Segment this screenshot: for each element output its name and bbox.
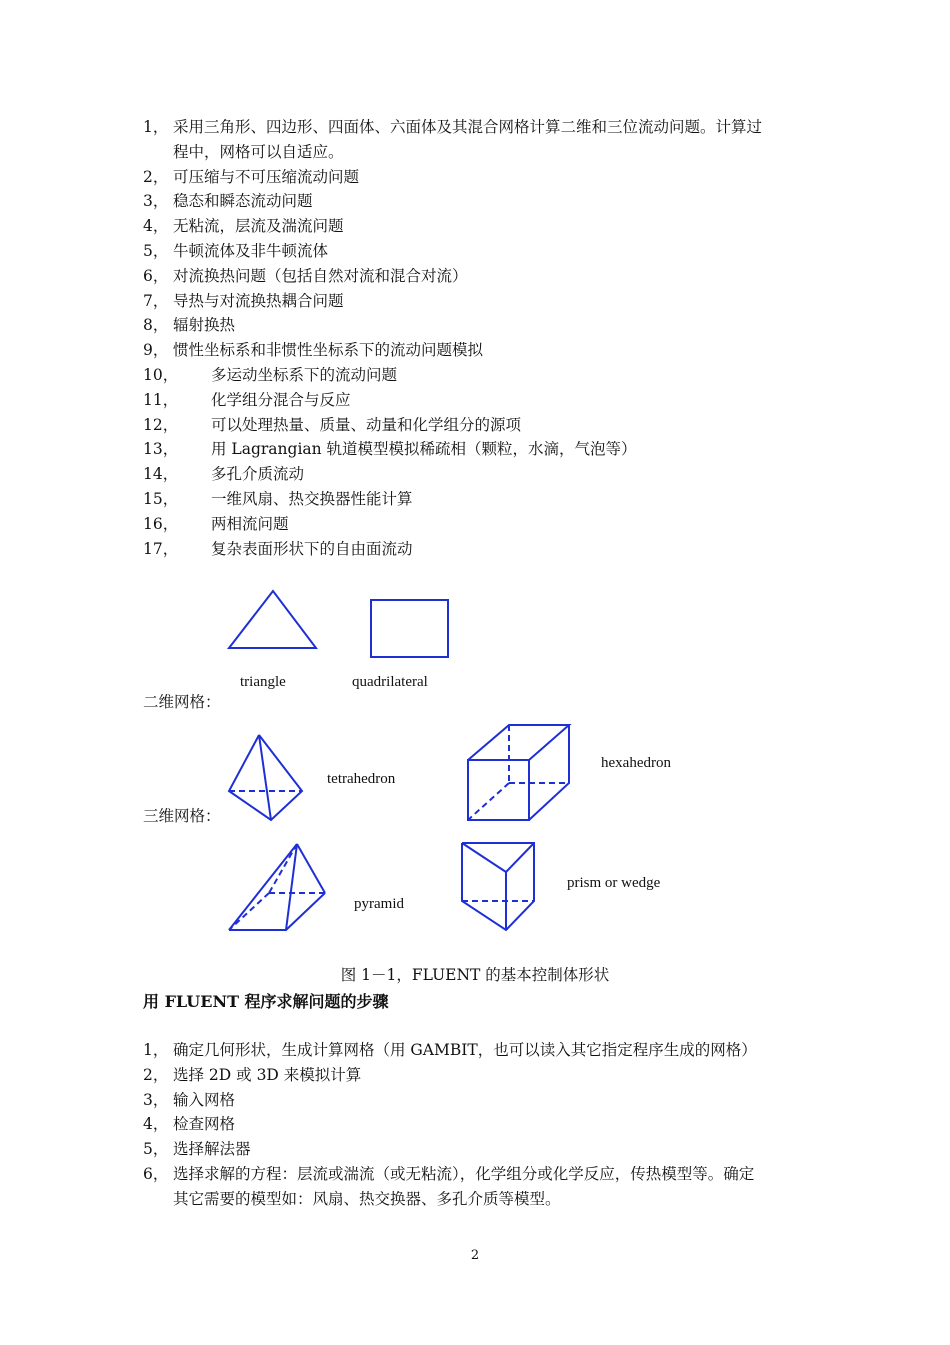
list-item-text: 多孔介质流动 (211, 465, 305, 484)
label-2d-mesh: 二维网格： (143, 693, 221, 711)
list-item-text: 对流换热问题（包括自然对流和混合对流） (173, 266, 468, 285)
list-item-text: 确定几何形状，生成计算网格（用 GAMBIT，也可以读入其它指定程序生成的网格） (173, 1041, 757, 1059)
list-item-text: 多运动坐标系下的流动问题 (211, 366, 398, 384)
list-item-text: 导热与对流换热耦合问题 (173, 291, 344, 310)
list-item-number: 4， (143, 217, 169, 236)
list-item-text: 选择 2D 或 3D 来模拟计算 (173, 1065, 362, 1084)
list-item-number: 8， (143, 316, 169, 335)
quadrilateral-label: quadrilateral (352, 674, 428, 690)
list-item-number: 7， (143, 291, 169, 310)
list-item-text: 两相流问题 (211, 514, 289, 533)
tetrahedron-label: tetrahedron (327, 771, 396, 787)
list-item-text: 检查网格 (173, 1115, 236, 1134)
list-item-text: 可以处理热量、质量、动量和化学组分的源项 (211, 415, 522, 434)
list-item-number: 6， (143, 266, 169, 285)
triangle-label: triangle (240, 674, 286, 690)
hexahedron-label: hexahedron (601, 755, 671, 771)
prism-shape (456, 838, 540, 934)
list-item-text: 化学组分混合与反应 (211, 390, 351, 409)
list-item-number: 3， (143, 1090, 169, 1109)
list-item-text: 一维风扇、热交换器性能计算 (211, 490, 413, 508)
hexahedron-shape (463, 720, 575, 826)
list-item-text: 其它需要的模型如：风扇、热交换器、多孔介质等模型。 (173, 1189, 561, 1208)
list-item-text: 复杂表面形状下的自由面流动 (211, 539, 413, 558)
list-item-text: 惯性坐标系和非惯性坐标系下的流动问题模拟 (173, 341, 484, 360)
list-item-number: 17， (143, 539, 179, 558)
list-item-number: 1， (143, 1041, 169, 1059)
list-item-text: 选择解法器 (173, 1140, 251, 1159)
list-item-number: 13， (143, 440, 179, 459)
list-item-number: 14， (143, 465, 179, 484)
list-item-number: 5， (143, 242, 169, 260)
list-item-text: 程中，网格可以自适应。 (173, 142, 344, 161)
list-item-number: 6， (143, 1165, 169, 1183)
list-item-number: 5， (143, 1140, 169, 1159)
list-item-number: 12， (143, 415, 179, 434)
list-item-number: 4， (143, 1115, 169, 1134)
figure-caption: 图 1－1，FLUENT 的基本控制体形状 (340, 966, 610, 984)
pyramid-shape (224, 839, 332, 935)
list-item-text: 辐射换热 (173, 316, 236, 335)
list-item-number: 2， (143, 1065, 169, 1084)
pyramid-label: pyramid (354, 896, 404, 912)
list-item-number: 15， (143, 490, 179, 508)
list-item-text: 采用三角形、四边形、四面体、六面体及其混合网格计算二维和三位流动问题。计算过 (173, 118, 763, 136)
list-item-number: 10， (143, 366, 179, 384)
quadrilateral-shape (368, 597, 454, 661)
list-item-text: 可压缩与不可压缩流动问题 (173, 167, 360, 186)
list-item-text: 牛顿流体及非牛顿流体 (173, 242, 329, 260)
list-item-text: 无粘流，层流及湍流问题 (173, 217, 344, 236)
page-number: 2 (470, 1248, 480, 1263)
list-item-number: 9， (143, 341, 169, 360)
list-item-number: 16， (143, 514, 179, 533)
list-item-number: 3， (143, 192, 169, 211)
triangle-shape (225, 588, 321, 652)
list-item-text: 选择求解的方程：层流或湍流（或无粘流），化学组分或化学反应，传热模型等。确定 (173, 1165, 755, 1183)
list-item-number: 2， (143, 167, 169, 186)
label-3d-mesh: 三维网格： (143, 807, 221, 825)
list-item-text: 稳态和瞬态流动问题 (173, 192, 313, 211)
section-heading: 用 FLUENT 程序求解问题的步骤 (143, 992, 389, 1011)
list-item-number: 11， (143, 390, 179, 409)
prism-label: prism or wedge (567, 875, 661, 891)
list-item-text: 输入网格 (173, 1090, 236, 1109)
tetrahedron-shape (224, 731, 308, 825)
list-item-number: 1， (143, 118, 169, 136)
list-item-text: 用 Lagrangian 轨道模型模拟稀疏相（颗粒，水滴，气泡等） (211, 440, 637, 459)
